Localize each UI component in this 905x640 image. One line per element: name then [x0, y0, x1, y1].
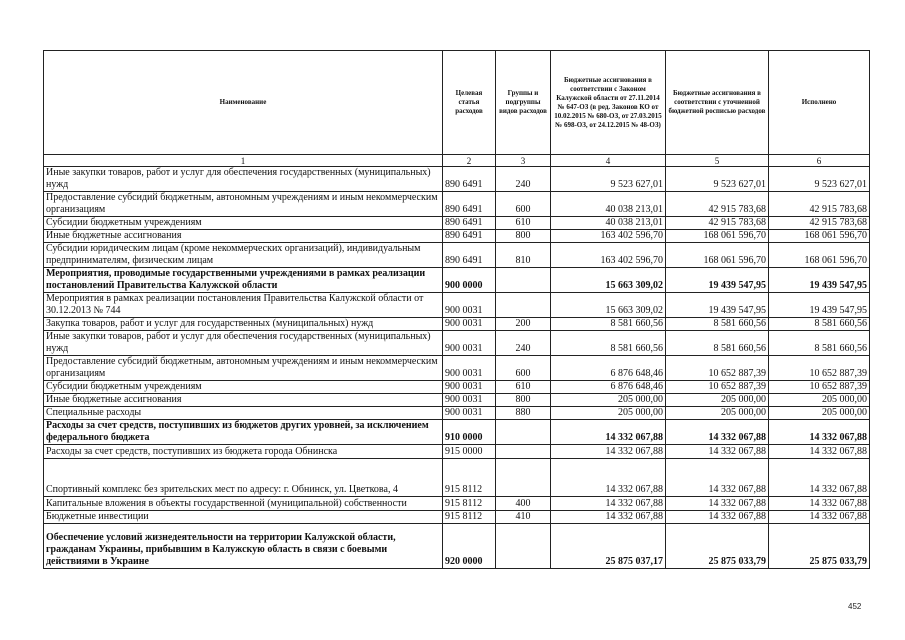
- row-expense-group: 240: [496, 167, 551, 192]
- row-budget-law-amount: 8 581 660,56: [551, 318, 666, 331]
- row-expense-group: 200: [496, 318, 551, 331]
- row-name: Иные закупки товаров, работ и услуг для обеспечения государственных (муниципальных) нужд: [44, 167, 443, 192]
- row-budget-law-amount: 14 332 067,88: [551, 445, 666, 459]
- row-name: Обеспечение условий жизнедеятельности на территории Калужской области, гражданам Украины, прибывшим в Калужскую область в связи с боевыми действиями в Украине: [44, 524, 443, 569]
- row-expense-group: 610: [496, 217, 551, 230]
- row-executed-amount: 168 061 596,70: [769, 230, 870, 243]
- row-expense-group: [496, 268, 551, 293]
- row-expense-group: 600: [496, 356, 551, 381]
- table-row: [44, 524, 870, 569]
- row-name: Бюджетные инвестиции: [44, 511, 443, 524]
- row-executed-amount: 25 875 033,79: [769, 524, 870, 569]
- row-budget-law-amount: 15 663 309,02: [551, 268, 666, 293]
- page-number: 452: [848, 602, 862, 611]
- column-number: 1: [44, 155, 443, 167]
- row-budget-refined-amount: 10 652 887,39: [666, 356, 769, 381]
- row-expense-group: 810: [496, 243, 551, 268]
- row-expense-group: 610: [496, 381, 551, 394]
- row-name: Иные бюджетные ассигнования: [44, 230, 443, 243]
- row-budget-refined-amount: 19 439 547,95: [666, 268, 769, 293]
- row-executed-amount: 205 000,00: [769, 407, 870, 420]
- row-executed-amount: 8 581 660,56: [769, 331, 870, 356]
- table-row: [44, 497, 870, 511]
- column-number: 2: [443, 155, 496, 167]
- row-expense-group: [496, 293, 551, 318]
- row-budget-refined-amount: 25 875 033,79: [666, 524, 769, 569]
- row-budget-law-amount: 14 332 067,88: [551, 511, 666, 524]
- row-budget-refined-amount: 205 000,00: [666, 407, 769, 420]
- table-row: [44, 167, 870, 192]
- table-row: [44, 217, 870, 230]
- row-budget-refined-amount: 14 332 067,88: [666, 459, 769, 497]
- row-target-article: 890 6491: [443, 243, 496, 268]
- row-budget-refined-amount: 8 581 660,56: [666, 331, 769, 356]
- row-target-article: 920 0000: [443, 524, 496, 569]
- row-name: Капитальные вложения в объекты государственной (муниципальной) собственности: [44, 497, 443, 511]
- row-name: Иные бюджетные ассигнования: [44, 394, 443, 407]
- column-number-row: [44, 155, 870, 167]
- table-row: [44, 420, 870, 445]
- table-row: [44, 192, 870, 217]
- table-row: [44, 445, 870, 459]
- row-name: Мероприятия в рамках реализации постановления Правительства Калужской области от 30.12.2013 № 744: [44, 293, 443, 318]
- row-budget-refined-amount: 10 652 887,39: [666, 381, 769, 394]
- row-name: Закупка товаров, работ и услуг для государственных (муниципальных) нужд: [44, 318, 443, 331]
- header-budget-law: Бюджетные ассигнования в соответствии с Законом Калужской области от 27.11.2014 № 647-ОЗ (в ред. Законов КО от 10.02.2015 № 680-ОЗ, от 27.03.2015 № 698-ОЗ, от 24.12.2015 № 48-ОЗ): [551, 51, 666, 155]
- budget-table: [43, 50, 870, 569]
- table-row: [44, 511, 870, 524]
- row-executed-amount: 8 581 660,56: [769, 318, 870, 331]
- header-executed: Исполнено: [769, 51, 870, 155]
- table-row: [44, 243, 870, 268]
- row-target-article: 900 0031: [443, 318, 496, 331]
- row-name: Расходы за счет средств, поступивших из бюджетов других уровней, за исключением федерального бюджета: [44, 420, 443, 445]
- row-budget-law-amount: 205 000,00: [551, 394, 666, 407]
- row-expense-group: [496, 420, 551, 445]
- column-number: 3: [496, 155, 551, 167]
- table-row: [44, 268, 870, 293]
- table-row: [44, 394, 870, 407]
- header-target-article: Целевая статья расходов: [443, 51, 496, 155]
- row-target-article: 915 8112: [443, 459, 496, 497]
- row-executed-amount: 14 332 067,88: [769, 497, 870, 511]
- row-expense-group: 800: [496, 230, 551, 243]
- table-row: [44, 381, 870, 394]
- row-target-article: 890 6491: [443, 167, 496, 192]
- header-name: Наименование: [44, 51, 443, 155]
- row-name: Спортивный комплекс без зрительских мест по адресу: г. Обнинск, ул. Цветкова, 4: [44, 459, 443, 497]
- row-name: Субсидии юридическим лицам (кроме некоммерческих организаций), индивидуальным предпринимателям, физическим лицам: [44, 243, 443, 268]
- row-budget-refined-amount: 42 915 783,68: [666, 217, 769, 230]
- column-number: 4: [551, 155, 666, 167]
- row-expense-group: 600: [496, 192, 551, 217]
- row-budget-refined-amount: 14 332 067,88: [666, 420, 769, 445]
- row-budget-law-amount: 15 663 309,02: [551, 293, 666, 318]
- row-executed-amount: 42 915 783,68: [769, 192, 870, 217]
- row-budget-law-amount: 8 581 660,56: [551, 331, 666, 356]
- row-budget-law-amount: 163 402 596,70: [551, 243, 666, 268]
- row-budget-law-amount: 14 332 067,88: [551, 497, 666, 511]
- column-number: 5: [666, 155, 769, 167]
- row-budget-law-amount: 6 876 648,46: [551, 356, 666, 381]
- table-row: [44, 459, 870, 497]
- row-target-article: 910 0000: [443, 420, 496, 445]
- row-budget-refined-amount: 9 523 627,01: [666, 167, 769, 192]
- row-budget-refined-amount: 14 332 067,88: [666, 445, 769, 459]
- table-row: [44, 318, 870, 331]
- row-name: Специальные расходы: [44, 407, 443, 420]
- row-expense-group: 800: [496, 394, 551, 407]
- row-budget-law-amount: 25 875 037,17: [551, 524, 666, 569]
- row-budget-law-amount: 14 332 067,88: [551, 459, 666, 497]
- row-executed-amount: 42 915 783,68: [769, 217, 870, 230]
- row-target-article: 900 0031: [443, 381, 496, 394]
- table-row: [44, 407, 870, 420]
- row-expense-group: 410: [496, 511, 551, 524]
- row-name: Расходы за счет средств, поступивших из бюджета города Обнинска: [44, 445, 443, 459]
- row-name: Мероприятия, проводимые государственными учреждениями в рамках реализации постановлений Правительства Калужской области: [44, 268, 443, 293]
- row-target-article: 900 0000: [443, 268, 496, 293]
- row-budget-refined-amount: 14 332 067,88: [666, 497, 769, 511]
- row-budget-law-amount: 14 332 067,88: [551, 420, 666, 445]
- row-executed-amount: 19 439 547,95: [769, 293, 870, 318]
- row-target-article: 890 6491: [443, 192, 496, 217]
- row-budget-law-amount: 40 038 213,01: [551, 192, 666, 217]
- row-executed-amount: 10 652 887,39: [769, 356, 870, 381]
- row-executed-amount: 9 523 627,01: [769, 167, 870, 192]
- row-expense-group: [496, 459, 551, 497]
- row-budget-refined-amount: 19 439 547,95: [666, 293, 769, 318]
- row-name: Предоставление субсидий бюджетным, автономным учреждениям и иным некоммерческим организациям: [44, 192, 443, 217]
- row-executed-amount: 14 332 067,88: [769, 445, 870, 459]
- row-executed-amount: 14 332 067,88: [769, 511, 870, 524]
- row-target-article: 900 0031: [443, 394, 496, 407]
- row-target-article: 900 0031: [443, 331, 496, 356]
- table-row: [44, 293, 870, 318]
- row-budget-law-amount: 40 038 213,01: [551, 217, 666, 230]
- row-budget-law-amount: 205 000,00: [551, 407, 666, 420]
- row-expense-group: [496, 445, 551, 459]
- row-name: Субсидии бюджетным учреждениям: [44, 381, 443, 394]
- row-target-article: 890 6491: [443, 217, 496, 230]
- row-expense-group: 240: [496, 331, 551, 356]
- row-expense-group: 400: [496, 497, 551, 511]
- table-row: [44, 230, 870, 243]
- row-executed-amount: 168 061 596,70: [769, 243, 870, 268]
- row-budget-law-amount: 6 876 648,46: [551, 381, 666, 394]
- row-expense-group: [496, 524, 551, 569]
- row-target-article: 900 0031: [443, 293, 496, 318]
- row-budget-refined-amount: 205 000,00: [666, 394, 769, 407]
- row-target-article: 900 0031: [443, 356, 496, 381]
- row-executed-amount: 19 439 547,95: [769, 268, 870, 293]
- row-budget-refined-amount: 42 915 783,68: [666, 192, 769, 217]
- row-budget-refined-amount: 14 332 067,88: [666, 511, 769, 524]
- row-target-article: 900 0031: [443, 407, 496, 420]
- row-executed-amount: 10 652 887,39: [769, 381, 870, 394]
- row-budget-law-amount: 9 523 627,01: [551, 167, 666, 192]
- row-target-article: 890 6491: [443, 230, 496, 243]
- table-row: [44, 331, 870, 356]
- row-executed-amount: 14 332 067,88: [769, 459, 870, 497]
- row-budget-refined-amount: 8 581 660,56: [666, 318, 769, 331]
- row-expense-group: 880: [496, 407, 551, 420]
- row-target-article: 915 0000: [443, 445, 496, 459]
- row-target-article: 915 8112: [443, 511, 496, 524]
- row-name: Иные закупки товаров, работ и услуг для обеспечения государственных (муниципальных) нужд: [44, 331, 443, 356]
- row-budget-refined-amount: 168 061 596,70: [666, 243, 769, 268]
- header-budget-refined: Бюджетные ассигнования в соответствии с уточненной бюджетной росписью расходов: [666, 51, 769, 155]
- header-row: [44, 51, 870, 155]
- table-row: [44, 356, 870, 381]
- header-expense-groups: Группы и подгруппы видов расходов: [496, 51, 551, 155]
- row-executed-amount: 205 000,00: [769, 394, 870, 407]
- column-number: 6: [769, 155, 870, 167]
- row-target-article: 915 8112: [443, 497, 496, 511]
- row-name: Предоставление субсидий бюджетным, автономным учреждениям и иным некоммерческим организациям: [44, 356, 443, 381]
- row-executed-amount: 14 332 067,88: [769, 420, 870, 445]
- row-name: Субсидии бюджетным учреждениям: [44, 217, 443, 230]
- row-budget-refined-amount: 168 061 596,70: [666, 230, 769, 243]
- row-budget-law-amount: 163 402 596,70: [551, 230, 666, 243]
